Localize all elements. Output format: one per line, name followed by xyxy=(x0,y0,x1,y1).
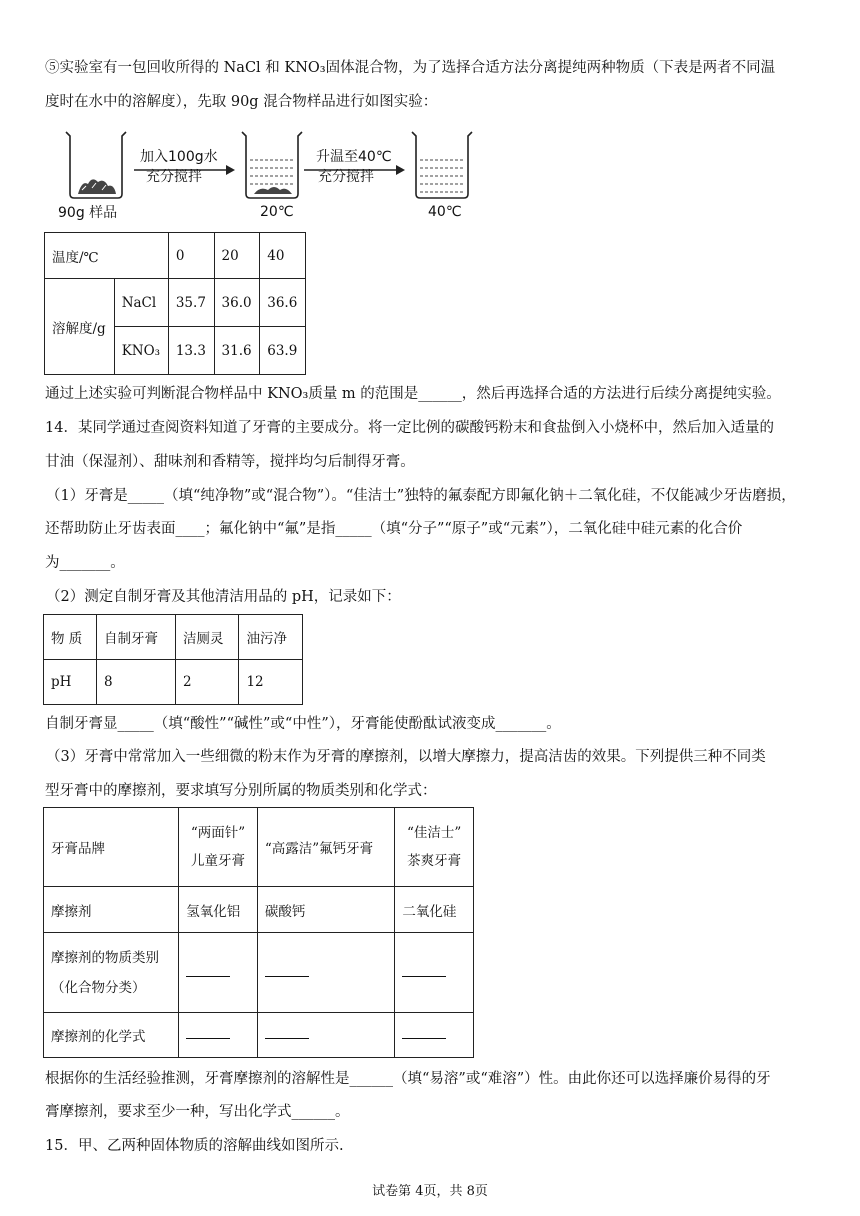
ph-cell: 8 xyxy=(96,660,175,705)
q14-part3-line2: 型牙膏中的摩擦剂，要求填写分别所属的物质类别和化学式： xyxy=(45,783,437,799)
category-label-line1: 摩擦剂的物质类别 xyxy=(51,949,159,966)
ph-cell: 12 xyxy=(239,660,303,705)
formula-answer-cell xyxy=(257,1013,395,1058)
brand-label: 牙膏品牌 xyxy=(44,808,179,887)
answer-blank[interactable] xyxy=(186,966,230,977)
solubility-value: 36.6 xyxy=(260,279,306,327)
ph-cell: 2 xyxy=(175,660,239,705)
temp-20c: 20℃ xyxy=(260,204,294,220)
ph-header: 物 质 xyxy=(44,615,97,660)
abrasive-label: 摩擦剂 xyxy=(44,887,179,933)
formula-answer-cell xyxy=(395,1013,474,1058)
brand1-line1: “两面针” xyxy=(190,825,246,841)
q14-part2-title: （2）测定自制牙膏及其他清洁用品的 pH，记录如下： xyxy=(46,589,401,605)
abrasive-cell: 碳酸钙 xyxy=(257,887,395,933)
abrasive-cell: 氢氧化铝 xyxy=(179,887,258,933)
q14-part3-line1: （3）牙膏中常常加入一些细微的粉末作为牙膏的摩擦剂，以增大摩擦力，提高洁齿的效果。下列提供三种不同类 xyxy=(46,749,766,765)
temp-40c: 40℃ xyxy=(428,204,462,220)
brand2: “高露洁”氟钙牙膏 xyxy=(257,808,395,887)
step2-label-1: 升温至40℃ xyxy=(316,149,392,165)
solubility-value: 13.3 xyxy=(168,327,214,375)
category-answer-cell xyxy=(179,933,258,1013)
solubility-group-label: 溶解度/g xyxy=(45,279,115,375)
answer-blank[interactable] xyxy=(402,966,446,977)
q14-part3-end-line1: 根据你的生活经验推测，牙膏摩擦剂的溶解性是______（填“易溶”或“难溶”）性。由此你还可以选择廉价易得的牙 xyxy=(45,1071,771,1087)
q15-text: 15．甲、乙两种固体物质的溶解曲线如图所示. xyxy=(45,1138,344,1154)
section5-line1: ⑤实验室有一包回收所得的 NaCl 和 KNO₃固体混合物，为了选择合适方法分离提纯两种物质（下表是两者不同温 xyxy=(45,60,776,76)
temp-cell: 40 xyxy=(260,233,306,279)
temp-cell: 0 xyxy=(168,233,214,279)
substance-name: KNO₃ xyxy=(114,327,168,375)
ph-header: 洁厕灵 xyxy=(175,615,239,660)
beaker-sample-icon xyxy=(62,128,132,202)
section5-conclusion: 通过上述实验可判断混合物样品中 KNO₃质量 m 的范围是______，然后再选择合适的方法进行后续分离提纯实验。 xyxy=(45,386,781,402)
q14-part3-end-line2: 膏摩擦剂，要求至少一种，写出化学式______。 xyxy=(45,1104,350,1120)
formula-answer-cell xyxy=(179,1013,258,1058)
step1-label-1: 加入100g水 xyxy=(140,149,218,165)
section5-line2: 度时在水中的溶解度），先取 90g 混合物样品进行如图实验： xyxy=(45,94,438,110)
temp-cell: 20 xyxy=(214,233,260,279)
ph-cell: pH xyxy=(44,660,97,705)
sample-label: 90g 样品 xyxy=(58,205,118,221)
solubility-value: 35.7 xyxy=(168,279,214,327)
q14-part1-line2: 还帮助防止牙齿表面____；氟化钠中“氟”是指_____（填“分子”“原子”或“元素”），二氧化硅中硅元素的化合价 xyxy=(45,521,743,537)
page-footer: 试卷第 4页，共 8页 xyxy=(372,1184,488,1199)
solubility-value: 36.0 xyxy=(214,279,260,327)
ph-header: 自制牙膏 xyxy=(96,615,175,660)
step1-label-2: 充分搅拌 xyxy=(146,169,202,185)
q14-part2-question: 自制牙膏显_____（填“酸性”“碱性”或“中性”），牙膏能使酚酞试液变成_______。 xyxy=(45,716,561,732)
beaker-40c-icon xyxy=(408,128,478,202)
brand1-line2: 儿童牙膏 xyxy=(191,853,246,869)
category-answer-cell xyxy=(395,933,474,1013)
ph-header: 油污净 xyxy=(239,615,303,660)
q14-intro-2: 甘油（保湿剂）、甜味剂和香精等，搅拌均匀后制得牙膏。 xyxy=(45,454,415,470)
substance-name: NaCl xyxy=(114,279,168,327)
formula-label: 摩擦剂的化学式 xyxy=(44,1013,179,1058)
brand3-line1: “佳洁士” xyxy=(407,825,462,841)
category-label-cell xyxy=(44,933,179,1013)
solubility-value: 63.9 xyxy=(260,327,306,375)
category-answer-cell xyxy=(257,933,395,1013)
abrasive-cell: 二氧化硅 xyxy=(395,887,474,933)
category-label-line2: （化合物分类） xyxy=(51,979,146,996)
solubility-table xyxy=(44,232,306,375)
answer-blank[interactable] xyxy=(402,1028,446,1039)
step2-label-2: 充分搅拌 xyxy=(318,169,374,185)
q14-part1-line3: 为_______。 xyxy=(45,555,125,571)
abrasive-table xyxy=(43,807,474,1058)
ph-table xyxy=(43,614,303,705)
answer-blank[interactable] xyxy=(265,966,309,977)
q14-part1-line1: （1）牙膏是_____（填“纯净物”或“混合物”）。“佳洁士”独特的氟泰配方即氟化钠＋二氧化硅，不仅能减少牙齿磨损， xyxy=(46,488,796,504)
solubility-value: 31.6 xyxy=(214,327,260,375)
q14-intro-1: 14．某同学通过查阅资料知道了牙膏的主要成分。将一定比例的碳酸钙粉末和食盐倒入小烧杯中，然后加入适量的 xyxy=(45,420,774,436)
brand-cell xyxy=(179,808,258,887)
brand3-line2: 茶爽牙膏 xyxy=(407,853,462,869)
beaker-20c-icon xyxy=(238,128,308,202)
answer-blank[interactable] xyxy=(186,1028,230,1039)
brand-cell xyxy=(395,808,474,887)
temp-header: 温度/℃ xyxy=(45,233,169,279)
answer-blank[interactable] xyxy=(265,1028,309,1039)
